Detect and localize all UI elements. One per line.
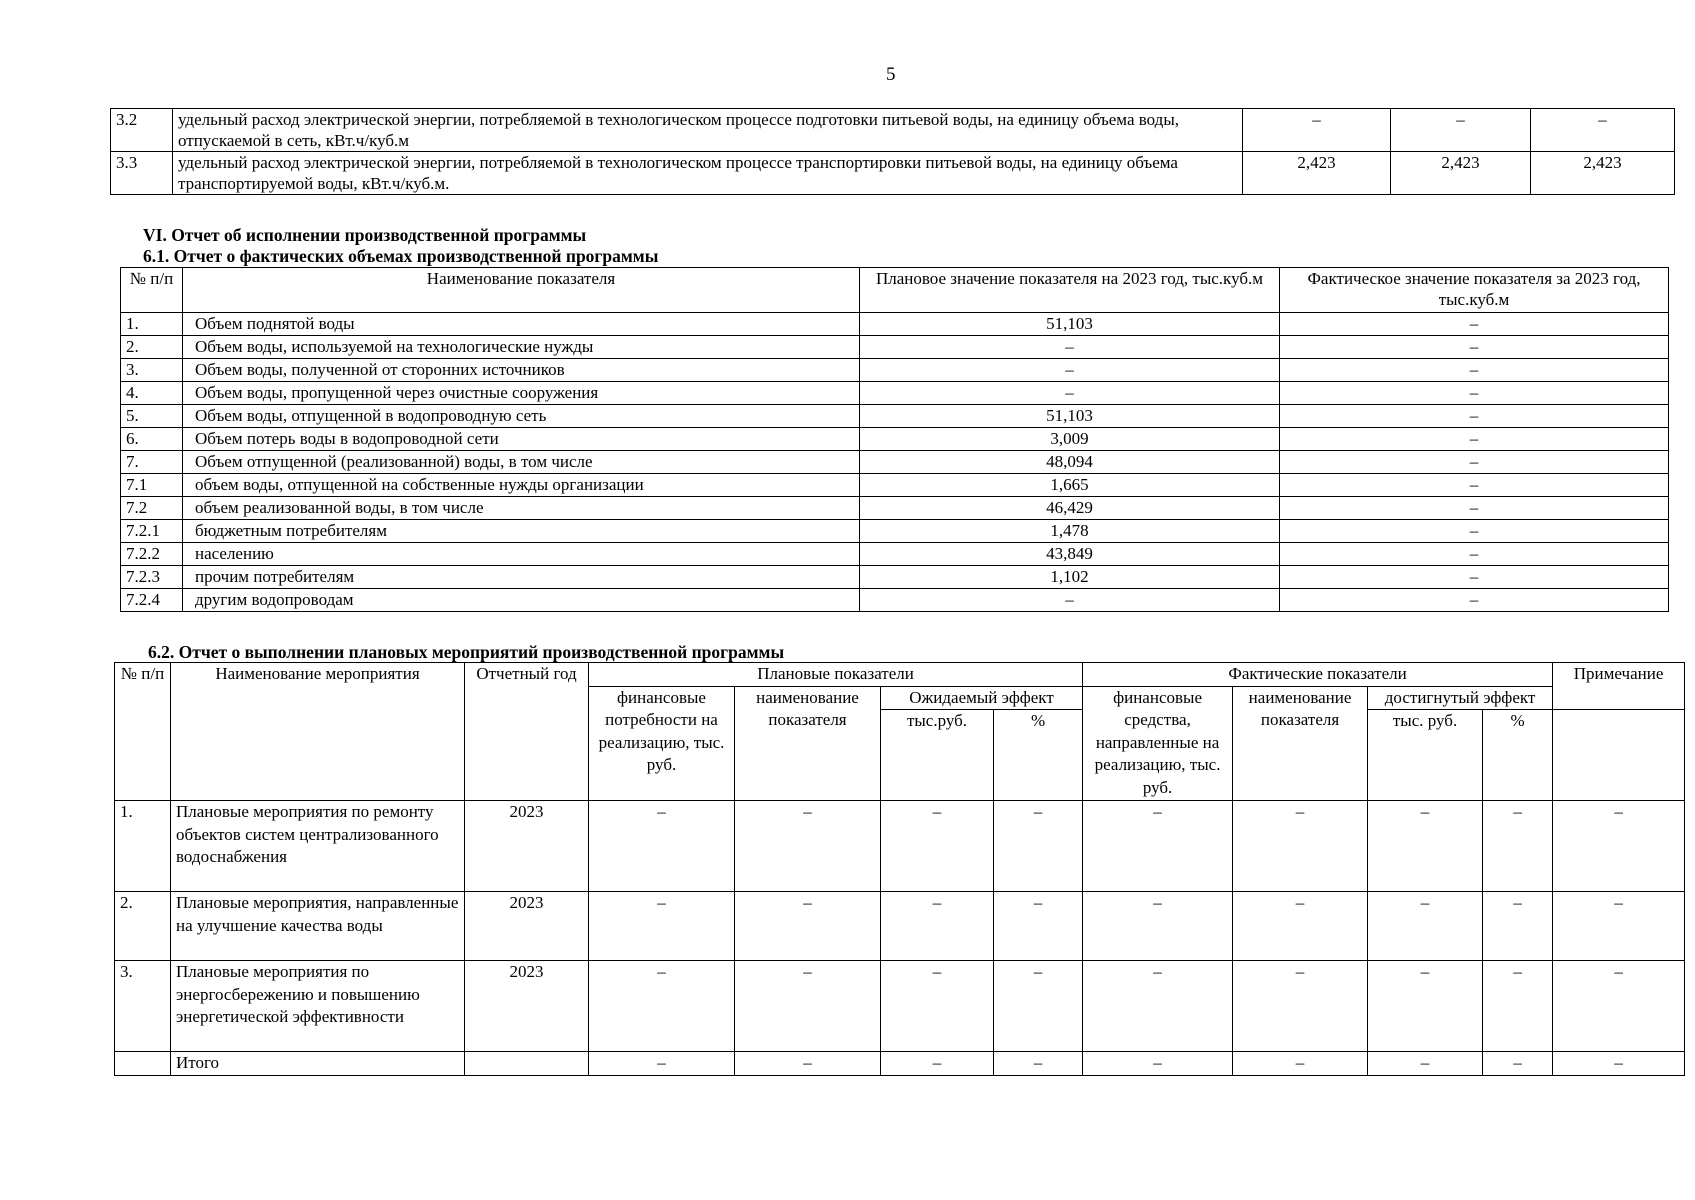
plan-value: –	[860, 589, 1280, 612]
total-plan-pct-value: –	[994, 1052, 1083, 1076]
plan-fin-value: –	[589, 961, 735, 1052]
table-row	[115, 801, 1685, 892]
table-row	[121, 474, 1669, 497]
plan-value: 43,849	[860, 543, 1280, 566]
planned-measures-table	[114, 662, 1685, 1076]
plan-pct-value: –	[994, 801, 1083, 892]
header-actual: Фактические показатели	[1083, 663, 1553, 687]
plan-value: –	[860, 359, 1280, 382]
section-title: VI. Отчет об исполнении производственной программы	[143, 225, 587, 245]
plan-value: –	[860, 336, 1280, 359]
plan-value: 48,094	[860, 451, 1280, 474]
row-number: 7.2	[121, 497, 183, 520]
indicator-name: Объем потерь воды в водопроводной сети	[183, 428, 860, 451]
table-row	[115, 892, 1685, 961]
table-row	[121, 451, 1669, 474]
indicator-name: удельный расход электрической энергии, потребляемой в технологическом процессе подготовки питьевой воды, на единицу объема воды, отпускаемой в сеть, кВт.ч/куб.м	[173, 109, 1243, 152]
row-number: 1.	[121, 313, 183, 336]
row-number: 3.	[115, 961, 171, 1052]
indicator-name: объем воды, отпущенной на собственные нужды организации	[183, 474, 860, 497]
act-pct-value: –	[1483, 801, 1553, 892]
total-plan-fin-value: –	[589, 1052, 735, 1076]
indicator-name: Объем отпущенной (реализованной) воды, в том числе	[183, 451, 860, 474]
act-fin-value: –	[1083, 961, 1233, 1052]
row-number: 2.	[121, 336, 183, 359]
fact-value: –	[1280, 589, 1669, 612]
header-plan-fin: финансовые потребности на реализацию, тыс. руб.	[589, 686, 735, 801]
fact-value: –	[1280, 405, 1669, 428]
fact-value: –	[1280, 428, 1669, 451]
indicator-name: прочим потребителям	[183, 566, 860, 589]
table-row	[121, 405, 1669, 428]
table-row	[121, 543, 1669, 566]
plan-pct-value: –	[994, 961, 1083, 1052]
indicator-name: Объем воды, пропущенной через очистные сооружения	[183, 382, 860, 405]
plan-rub-value: –	[881, 892, 994, 961]
indicator-name: объем реализованной воды, в том числе	[183, 497, 860, 520]
plan-fin-value: –	[589, 801, 735, 892]
fact-value: –	[1280, 359, 1669, 382]
indicator-name: другим водопроводам	[183, 589, 860, 612]
note-value: –	[1553, 961, 1685, 1052]
plan-rub-value: –	[881, 961, 994, 1052]
fact-value: –	[1280, 451, 1669, 474]
subsection-title: 6.2. Отчет о выполнении плановых мероприятий производственной программы	[148, 642, 785, 662]
header-num: № п/п	[121, 268, 183, 313]
table-row	[121, 428, 1669, 451]
plan-value: 46,429	[860, 497, 1280, 520]
report-year: 2023	[465, 892, 589, 961]
total-act-fin-value: –	[1083, 1052, 1233, 1076]
total-act-pct-value: –	[1483, 1052, 1553, 1076]
indicator-name: населению	[183, 543, 860, 566]
row-number: 1.	[115, 801, 171, 892]
plan-value: 1,102	[860, 566, 1280, 589]
act-indicator-value: –	[1233, 801, 1368, 892]
table-row	[121, 336, 1669, 359]
row-number: 7.2.4	[121, 589, 183, 612]
header-act-effect: достигнутый эффект	[1368, 686, 1553, 710]
row-number: 7.2.2	[121, 543, 183, 566]
act-pct-value: –	[1483, 961, 1553, 1052]
fact-value: –	[1280, 336, 1669, 359]
page-number: 5	[886, 64, 896, 85]
total-plan-rub-value: –	[881, 1052, 994, 1076]
empty-cell	[1553, 710, 1685, 801]
plan-value: 51,103	[860, 405, 1280, 428]
table-row	[115, 961, 1685, 1052]
table-row	[111, 109, 1675, 152]
empty-cell	[465, 1052, 589, 1076]
empty-cell	[115, 1052, 171, 1076]
act-rub-value: –	[1368, 801, 1483, 892]
fact-value: –	[1280, 474, 1669, 497]
row-number: 2.	[115, 892, 171, 961]
indicator-name: Объем поднятой воды	[183, 313, 860, 336]
plan-rub-value: –	[881, 801, 994, 892]
row-number: 3.3	[111, 152, 173, 195]
subsection-title: 6.1. Отчет о фактических объемах производственной программы	[143, 246, 659, 266]
row-number: 7.1	[121, 474, 183, 497]
table-row	[121, 566, 1669, 589]
report-year: 2023	[465, 801, 589, 892]
row-number: 7.2.1	[121, 520, 183, 543]
header-fact: Фактическое значение показателя за 2023 год, тыс.куб.м	[1280, 268, 1669, 313]
note-value: –	[1553, 892, 1685, 961]
indicator-name: бюджетным потребителям	[183, 520, 860, 543]
act-fin-value: –	[1083, 801, 1233, 892]
fact-value: –	[1280, 520, 1669, 543]
indicator-name: Объем воды, полученной от сторонних источников	[183, 359, 860, 382]
act-indicator-value: –	[1233, 892, 1368, 961]
header-act-fin: финансовые средства, направленные на реализацию, тыс. руб.	[1083, 686, 1233, 801]
plan-indicator-value: –	[735, 892, 881, 961]
plan-value: –	[860, 382, 1280, 405]
table-row	[121, 589, 1669, 612]
total-note-value: –	[1553, 1052, 1685, 1076]
energy-consumption-table	[110, 108, 1675, 195]
act-fin-value: –	[1083, 892, 1233, 961]
row-number: 3.2	[111, 109, 173, 152]
report-year: 2023	[465, 961, 589, 1052]
measure-name: Плановые мероприятия по энергосбережению и повышению энергетической эффективности	[171, 961, 465, 1052]
table-header-row	[115, 663, 1685, 687]
header-year: Отчетный год	[465, 663, 589, 801]
total-row	[115, 1052, 1685, 1076]
header-plan-effect: Ожидаемый эффект	[881, 686, 1083, 710]
header-note: Примечание	[1553, 663, 1685, 710]
row-number: 7.	[121, 451, 183, 474]
table-row	[121, 313, 1669, 336]
table-row	[121, 382, 1669, 405]
note-value: –	[1553, 801, 1685, 892]
row-number: 5.	[121, 405, 183, 428]
table-row	[121, 359, 1669, 382]
plan-value: 1,478	[860, 520, 1280, 543]
plan-indicator-value: –	[735, 801, 881, 892]
fact-value: –	[1280, 497, 1669, 520]
fact-value: –	[1280, 313, 1669, 336]
row-number: 3.	[121, 359, 183, 382]
value-cell: 2,423	[1243, 152, 1391, 195]
total-plan-indicator-value: –	[735, 1052, 881, 1076]
row-number: 6.	[121, 428, 183, 451]
header-plan: Плановое значение показателя на 2023 год, тыс.куб.м	[860, 268, 1280, 313]
indicator-name: Объем воды, используемой на технологические нужды	[183, 336, 860, 359]
value-cell: –	[1531, 109, 1675, 152]
header-plan-rub: тыс.руб.	[881, 710, 994, 801]
value-cell: 2,423	[1531, 152, 1675, 195]
header-planned: Плановые показатели	[589, 663, 1083, 687]
plan-value: 1,665	[860, 474, 1280, 497]
plan-fin-value: –	[589, 892, 735, 961]
total-label: Итого	[171, 1052, 465, 1076]
header-act-indicator: наименование показателя	[1233, 686, 1368, 801]
total-act-indicator-value: –	[1233, 1052, 1368, 1076]
fact-value: –	[1280, 566, 1669, 589]
value-cell: –	[1243, 109, 1391, 152]
header-act-rub: тыс. руб.	[1368, 710, 1483, 801]
plan-value: 51,103	[860, 313, 1280, 336]
plan-pct-value: –	[994, 892, 1083, 961]
act-indicator-value: –	[1233, 961, 1368, 1052]
value-cell: 2,423	[1391, 152, 1531, 195]
table-header-row	[121, 268, 1669, 313]
total-act-rub-value: –	[1368, 1052, 1483, 1076]
header-name: Наименование мероприятия	[171, 663, 465, 801]
act-rub-value: –	[1368, 961, 1483, 1052]
measure-name: Плановые мероприятия по ремонту объектов систем централизованного водоснабжения	[171, 801, 465, 892]
indicator-name: удельный расход электрической энергии, потребляемой в технологическом процессе транспортировки питьевой воды, на единицу объема транспортируемой воды, кВт.ч/куб.м.	[173, 152, 1243, 195]
fact-value: –	[1280, 382, 1669, 405]
header-act-pct: %	[1483, 710, 1553, 801]
act-pct-value: –	[1483, 892, 1553, 961]
plan-indicator-value: –	[735, 961, 881, 1052]
production-volumes-table	[120, 267, 1669, 612]
header-name: Наименование показателя	[183, 268, 860, 313]
indicator-name: Объем воды, отпущенной в водопроводную сеть	[183, 405, 860, 428]
measure-name: Плановые мероприятия, направленные на улучшение качества воды	[171, 892, 465, 961]
table-row	[121, 520, 1669, 543]
value-cell: –	[1391, 109, 1531, 152]
fact-value: –	[1280, 543, 1669, 566]
row-number: 4.	[121, 382, 183, 405]
table-row	[111, 152, 1675, 195]
act-rub-value: –	[1368, 892, 1483, 961]
header-plan-indicator: наименование показателя	[735, 686, 881, 801]
header-num: № п/п	[115, 663, 171, 801]
header-plan-pct: %	[994, 710, 1083, 801]
table-row	[121, 497, 1669, 520]
row-number: 7.2.3	[121, 566, 183, 589]
plan-value: 3,009	[860, 428, 1280, 451]
